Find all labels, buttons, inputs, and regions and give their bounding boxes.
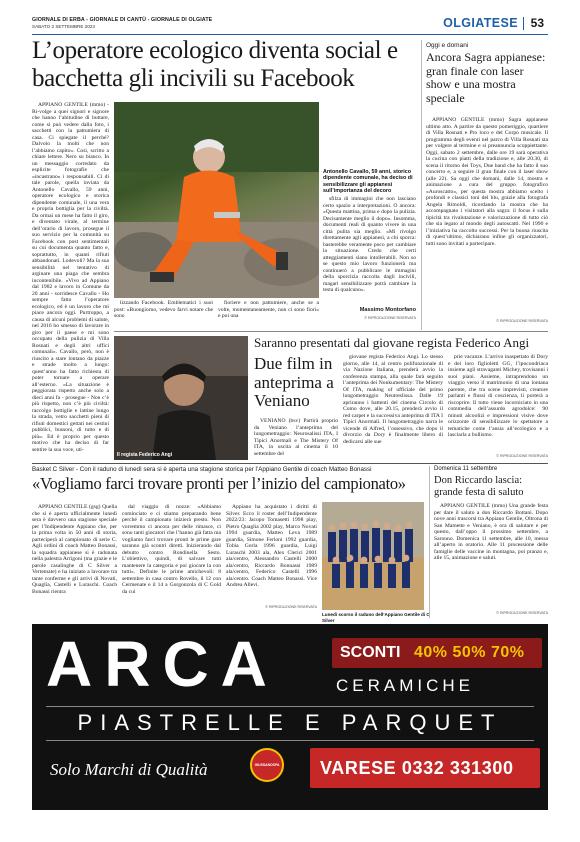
main-article-col2-text: lizzando Facebook. Emblematici i suoi post: «Buongiorno, vedevo farvi notare che sono: [114, 300, 213, 319]
page-number: 53: [530, 16, 544, 30]
main-article-col2: [114, 300, 213, 326]
basket-col3-text: Appiano ha acquistato i diritti di Silver. Ecco il roster dell’Indipendente 2022/23: Jacopo Tomasetti 1998 play, Pietro Quaglia 2002 play, Marco Novati 1994 guardia, Matteo Leva 1989 guardia, Simone Ferloni 1992 guardia, Tobia Gorla 1996 guardia, Luigi Luraschi 2003 ala, Alex Clerici 2001 ala/centro, Alessandro Castelli 2000 ala/centro, Riccardo Bonnassi 1989 ala/centro, Federico Castelli 1996 ala/centro. Coach Matteo Bonassi. Vice Andrea Allevi.: [226, 504, 317, 588]
main-headline: L’operatore ecologico diventa social e bacchetta gli incivili su Facebook: [32, 37, 398, 92]
main-article-col3: [218, 300, 319, 326]
main-article-col1: [32, 102, 109, 456]
sunday-body: [434, 503, 548, 609]
basket-col2: [122, 504, 221, 610]
basket-col1: [32, 504, 117, 610]
basket-photo-caption: Lunedì scorso il raduno dell’Appiano Gentile di C Silver: [322, 612, 430, 624]
sidebar-headline: Ancora Sagra appianese: gran finale con laser show e una mostra speciale: [426, 50, 546, 105]
sunday-divider: [429, 466, 430, 618]
ad-phone-box[interactable]: [310, 748, 540, 788]
masthead-papers: GIORNALE DI ERBA - GIORNALE DI CANTÙ - GIORNALE DI OLGIATE: [32, 17, 213, 23]
main-copyright: © RIPRODUZIONE RISERVATA: [364, 316, 416, 320]
film-photo: [114, 336, 248, 460]
film-col1-text: VENIANO (bsv) Partirà proprio da Veniano l’anteprima del lungometraggio: Neurosalissi ITA, I Tipici Anormali e The Mistery Of ITA, in uscita al cinema il 10 settembre del: [254, 418, 338, 457]
film-headline: Saranno presentati dal giovane regista Federico Angi: [254, 335, 530, 350]
basket-copyright: © RIPRODUZIONE RISERVATA: [265, 605, 317, 609]
film-col1: [254, 418, 338, 460]
sidebar-kicker: Oggi e domani: [426, 42, 469, 49]
film-col3: [448, 354, 548, 452]
ad-phone: VARESE 0332 331300: [320, 758, 514, 778]
basket-col3: [226, 504, 317, 604]
basket-kicker: Basket C Silver - Con il raduno di lunedì sera si è aperta una stagione storica per l’Appiano Gentile di coach Matteo Bonassi: [32, 466, 372, 473]
masthead-date: SABATO 2 SETTEMBRE 2023: [32, 24, 95, 29]
basket-col1-text: APPIANO GENTILE (gsg) Quella che si è aperta ufficialmente lunedì sera è davvero una stagione speciale per l’Indipendente Appiano che, per la prima volta in 50 anni di storia, parteciperà al campionato di serie C. Agli ordini di coach Matteo Bonassi, la squadra appianese si è radunata nella palestra Arrigoni (ma grazie e le parole casalinghe di C Silver a Vertemate) e ha iniziato a lavorare tra tante conferme e gli arrivi di Novati, Quaglia, Castelli e Luraschi. Coach Bonassi rientra: [32, 504, 117, 595]
ad-ceramiche: CERAMICHE: [336, 676, 475, 695]
main-photo: [114, 102, 319, 298]
sidebar-body: [426, 117, 548, 317]
film-big-title: Due film in anteprima a Veniano: [254, 354, 334, 410]
ad-brand-logo: ARCA: [46, 628, 279, 700]
section-divider: [523, 17, 524, 30]
film-col2: [343, 354, 443, 460]
film-top-rule: [114, 331, 548, 332]
film-photo-caption: Il regista Federico Angi: [117, 451, 173, 458]
main-article-col4: [323, 196, 416, 304]
film-photo-illustration: [114, 336, 248, 460]
ad-piastrelle: PIASTRELLE E PARQUET: [77, 710, 503, 735]
basket-headline: «Vogliamo farci trovare pronti per l’inizio del campionato»: [32, 474, 406, 493]
ad-slogan: Solo Marchi di Qualità: [50, 760, 208, 779]
ad-divider-top: [46, 706, 534, 707]
sunday-body-text: APPIANO GENTILE (mmo) Una grande festa per dare il saluto a don Riccardo Bottani. Dopo nove anni trascorsi tra Appiano Gentile, Oltrona di San Mamette e Veniano, è ora di salutare e per questo, dall’oppo il prossimo settembre, a Saronno. Domenica 11 settembre, alle 10, messa all’aperto in oratorio. Alle 11 processione delle famiglie delle vaccine in montagna, poi pranzo e, alle 15, animazione e saluti.: [434, 503, 548, 561]
sunday-headline: Don Riccardo lascia: grande festa di saluto: [434, 475, 524, 498]
film-col2-text: giovane regista Federico Angi. Lo stesso giorno, alle 14, al centro polifunzionale di via Nazione Italiana, prenderà avvio la conferenza stampa, alla quale farà seguito l’anteprima dei Nonkumentary: The Mistery Of ITA, making of ufficiale del primo lungometraggio Neutreslissa. Dalle 19 apriranno i battenti del cinema Circolo di Como dove, alle 20.15, prenderà avvio il red carpet e la successiva anteprima di ITA I Tipici Anormali. Il lungometraggio narra le vicende di Alfred, l’ossessivo, che dopo il divorzio da Dory è finalmente libero di dedicarsi alle sue: [343, 354, 443, 445]
ad-sconti-label: SCONTI: [340, 644, 401, 661]
ad-sconti-box: [332, 638, 542, 668]
basket-col2-text: dal viaggio di nozze: «Abbiamo cominciato e ci stiamo preparando bene perché il campionato inizierà presto. Non vorremmo ci ancora per delle rimasce, ci sono tanti giocatori che l’hanno già fatta ma vogliamo farci trovare pronti le prime gare saranno già scontri diretti. Inizierando dal debutto contro Rondinella Sesto. L’obiettivo, quindi, di salvare tutti mantenere la categoria e poi giocare la con tutti». Definite le prime amichevoli: 8 settembre in casa contro Rovello, il 12 con Cermenate e il 14 a Gorgonzola di C Gold da cui: [122, 504, 221, 595]
ad-quality-badge: [250, 748, 284, 782]
film-col3-text: prie vacanze. L’arrivo inaspettato di Dory e dei loro figlioletti GG, l’ipocondriaca insieme agli stravaganti Michey, trovisanni i suoi piani. Assieme, intraprendono un viaggio verso il matrimonio di una lontana parente, che tra scene imprevisti, creature parlanti e flussi di coscienza, li porterà a riscoprire. Il tutto viene incorniciato in una commedia dell’assurdo agrodolce: 90 minuti alcoolizi e impressioni visive dove orizzonte di sensibilizzare lo spettatore a tematiche come l’ansia all’ecologico e a lasciarla a bullismo.: [448, 354, 548, 438]
basket-top-rule: [32, 463, 548, 464]
sidebar-copyright: © RIPRODUZIONE RISERVATA: [496, 319, 548, 323]
ad-badge-text: GIUSSANOSPA: [254, 763, 280, 767]
section-name: OLGIATESE: [443, 16, 518, 30]
sidebar-body-text: APPIANO GENTILE (mmo) Sagra appianese ultimo atto. A partire da questo pomeriggio, quartiere di Villa Rosnati e Pro loco e del Corpo musicale. Il programma degli eventi nel parco di Villa Rosnati sta per volgere al termine e si preannuncia scoppiettante. Oggi, sabato 2 settembre, dalle ore 19 sarà operativa la cucina con piatti della tradizione e, alle 20.30, di scena il ritorno dei Toys, Due band che ha fatto il suo concerto e, a seguire il gran finale con il laser show (alle 22). Sa oggi che domani, dalle 14, mostra e animazione a cura del gruppo fotografico «Auroscatto», per questa mostra abbiamo scelto i profondi e classici toni del blu, grazie alla fotografa Angela Rimoldi, ricordando la mostra che ha accompagnato i visitatori alla sagra: il focus è sulla tipicità tra rivalutazione e valorizzazione di tutto ciò che sia legato al mondo degli autoscatti. Nel 1990 e l’iniziativa ha raccolto successi. Per la buona riuscita di quest’ultimo, dichiarano infine gli organizzatori, tutti sono invitati a partecipare.: [426, 117, 548, 247]
ad-sconti-values: 40% 50% 70%: [414, 644, 525, 661]
arca-advertisement[interactable]: [32, 624, 548, 810]
basket-photo: [322, 502, 424, 610]
main-article-col3-text: fioriere e non pattumiere, anche se a volte, momentaneamente, non ci sono fiori» e poi una: [218, 300, 319, 319]
main-photo-caption: Antonello Cavallo, 59 anni, storico dipendente comunale, ha deciso di sensibilizzare gli appianesi sull’importanza del decoro: [323, 169, 413, 195]
sidebar-divider: [421, 40, 422, 330]
basket-photo-illustration: [322, 502, 424, 610]
ad-divider-bottom: [46, 740, 534, 741]
sunday-kicker: Domenica 11 settembre: [434, 466, 498, 472]
film-copyright: © RIPRODUZIONE RISERVATA: [496, 454, 548, 458]
sunday-copyright: © RIPRODUZIONE RISERVATA: [496, 611, 548, 615]
main-article-col4-text: sfilza di immagini che non lasciano certo spazio a interpretazioni. O ancora: «Questa mattina, prima e dopo la pulizia. Decisamente meglio il dopo». Insomma, documenti reali di quanto vivere in una città pulita sia meglio. «Mi rivolgo direttamente agli appianesi, a chi sporca: basterebbe veramente poco per cambiare la situazione. Credo che certi atteggiamenti siano intollerabili. Non so se questo mio lavoro funzionerà ma continuerò a pubblicare le immagini della sporcizia raccolta dagli incivili, magari sensibilizzare potrà cambiare la testa di qualcuno».: [323, 196, 416, 293]
main-article-col1-text: APPIANO GENTILE (mmo) - Ri-volge a quei signori e signore che hanno l’abitudine di buttare, come si può vedere dalla foto, i sacchetti con la pattumiera di casa. Ci spiegate il perché? Dalvolo la molti che non l’abbiamo capito». Così, scritto a chiare lettere. Nero su bianco. In un messaggio corredato da esplicite fotografie che «incastrano» i responsabili. Ci di tale parole, quella inviata da Antonello Cavallo, 59 anni, operatore ecologico e storica dipendente comunale, il una vera e propria bottiglia per la civiltà. Da ormai un mese ha fatto il giro, e diventato virale, al termine dell’orario di lavoro, prosegue il suo servizio per la comunità su Facebook con post sentimentali su cui documenta quanto fatto e, soprattutto, in quanti rifiuti abbandonati. Lodevoli? Ma la sua sensibilità nel tentativo di arginare una piaga che sembra incontenibile. «Vivo ad Appiano dal 1982 e lavoro in Comune da 20 anni - sorridesce Cavallo - Ho sempre fatto l’operatore ecologico, ed è un lavoro che mi piace ancora oggi. Purtroppo, a causa di alcuni problemi di salute, nel 2016 ho smesso di lavorare in giro per il paese e mi sono occupato della pulizia di Villa Rosnati e degli altri uffici comunali». Cavallo, però, non è riuscito a stare lontano da piazze e strade molto a lungo: quest’anno ha fatto richiesta di poter tornare a operare all’esterno. «La situazione è peggiorata rispetto anche solo a dieci anni fa - prosegue - Non c’è più rispetto, non c’è più civiltà: raccolgo bottiglie e lattine lungo la strada, vetro sacchetti pieni di rifiuti domestici gettati nei cestini pubblici, bussoni, di tutto e di più». Ed è proprio per questo motivo che ha deciso di far sentire la sua voce, uti-: [32, 102, 109, 453]
masthead-rule: [32, 34, 548, 35]
photo-illustration: [114, 102, 319, 298]
main-byline: Massimo Montorfano: [359, 307, 416, 313]
